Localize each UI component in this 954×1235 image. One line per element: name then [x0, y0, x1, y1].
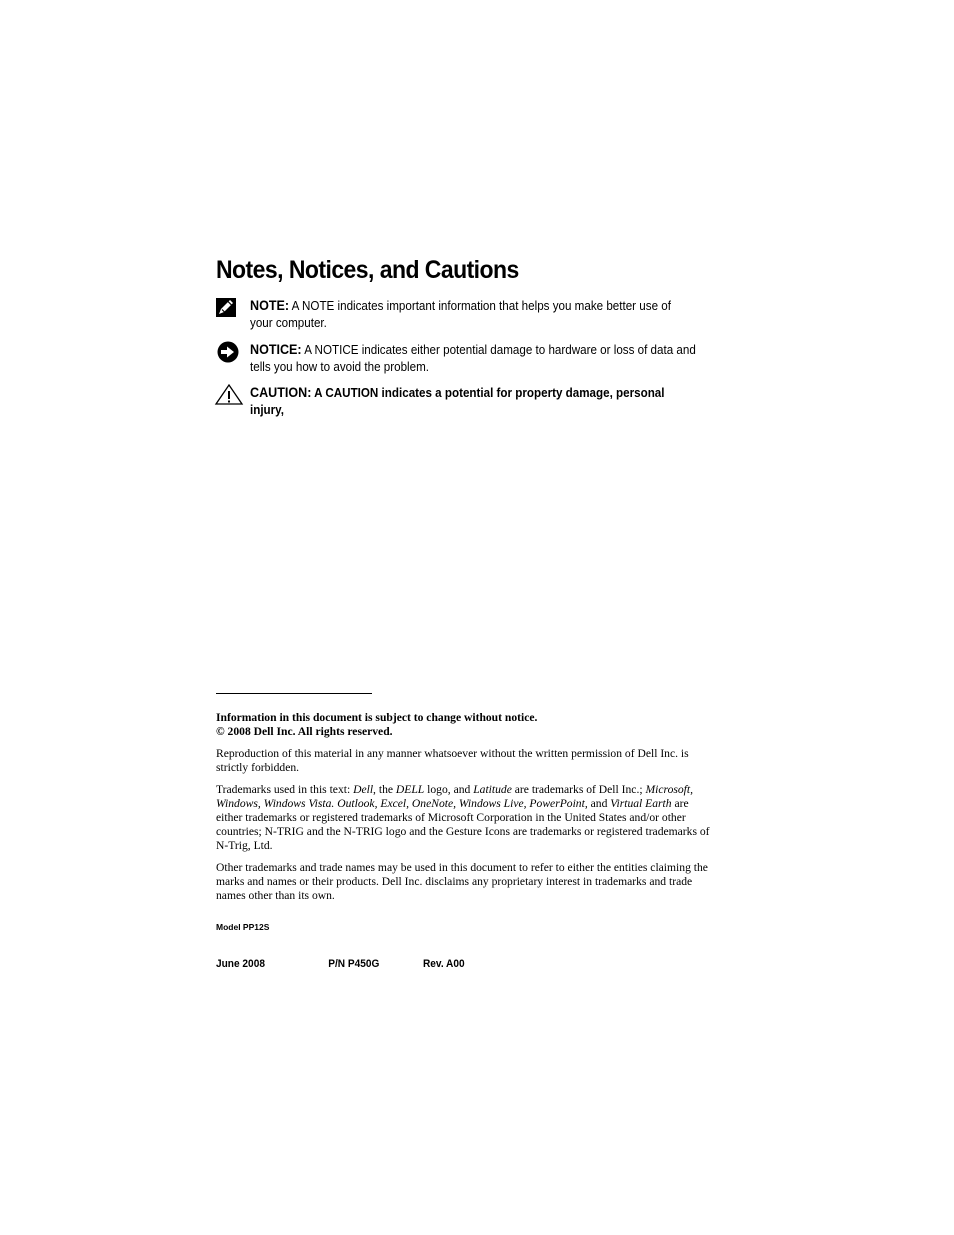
notice-body: A NOTICE indicates either potential damage to hardware or loss of data and tells you how to avoid the problem. — [250, 343, 696, 374]
tm-text-6: are either trademarks or registered trademarks of Microsoft Corporation in the United States and/or other countries; N-TRIG and the N-TRIG logo and the Gesture Icons are trademarks or registered trademarks of N-Trig, Ltd. — [216, 797, 710, 852]
caution-body: A CAUTION indicates a potential for property damage, personal injury, — [250, 386, 665, 417]
divider-line — [216, 693, 372, 694]
change-notice-line: Information in this document is subject to change without notice. — [216, 711, 538, 724]
warning-triangle-icon — [214, 384, 242, 408]
tm-text-2: , the — [373, 783, 396, 796]
notice-text — [250, 341, 696, 376]
arrow-notice-icon — [214, 341, 242, 365]
reproduction-paragraph — [216, 747, 716, 775]
page-title: Notes, Notices, and Cautions — [216, 256, 519, 284]
copyright-line: © 2008 Dell Inc. All rights reserved. — [216, 725, 393, 738]
tm-virtual-earth: Virtual Earth — [610, 797, 672, 810]
note-label: NOTE: — [250, 298, 290, 313]
pencil-note-icon — [214, 297, 242, 321]
footer-part-number: P/N P450G — [328, 958, 380, 970]
other-trademarks-text: Other trademarks and trade names may be used in this document to refer to either the entities claiming the marks and names or their products. Dell Inc. disclaims any proprietary interest in trademarks and trade names other than its own. — [216, 861, 708, 902]
notice-label: NOTICE: — [250, 342, 302, 357]
tm-text-4: are trademarks of Dell Inc.; — [511, 783, 646, 796]
tm-text-5: and — [587, 797, 611, 810]
caution-text — [250, 384, 696, 419]
tm-text-1: Trademarks used in this text: — [216, 783, 354, 796]
model-number: Model PP12S — [216, 922, 270, 932]
tm-text-3: logo, and — [424, 783, 474, 796]
other-trademarks-paragraph — [216, 861, 716, 903]
tm-dell-logo: DELL — [395, 783, 425, 796]
footer-date: June 2008 — [216, 958, 265, 970]
reproduction-text: Reproduction of this material in any manner whatsoever without the written permission of Dell Inc. is strictly forbidden. — [216, 747, 689, 774]
tm-microsoft-list: Microsoft, Windows, Windows Vista. Outlook, Excel, OneNote, Windows Live, PowerPoint, — [216, 783, 694, 810]
note-text — [250, 297, 696, 332]
tm-dell: Dell — [353, 783, 374, 796]
note-body: A NOTE indicates important information that helps you make better use of your computer. — [250, 299, 671, 330]
change-notice — [216, 711, 716, 739]
footer-revision: Rev. A00 — [423, 958, 465, 970]
caution-label: CAUTION: — [250, 385, 312, 400]
trademarks-text — [216, 783, 716, 853]
tm-latitude: Latitude — [473, 783, 512, 796]
trademarks-paragraph — [216, 783, 716, 853]
